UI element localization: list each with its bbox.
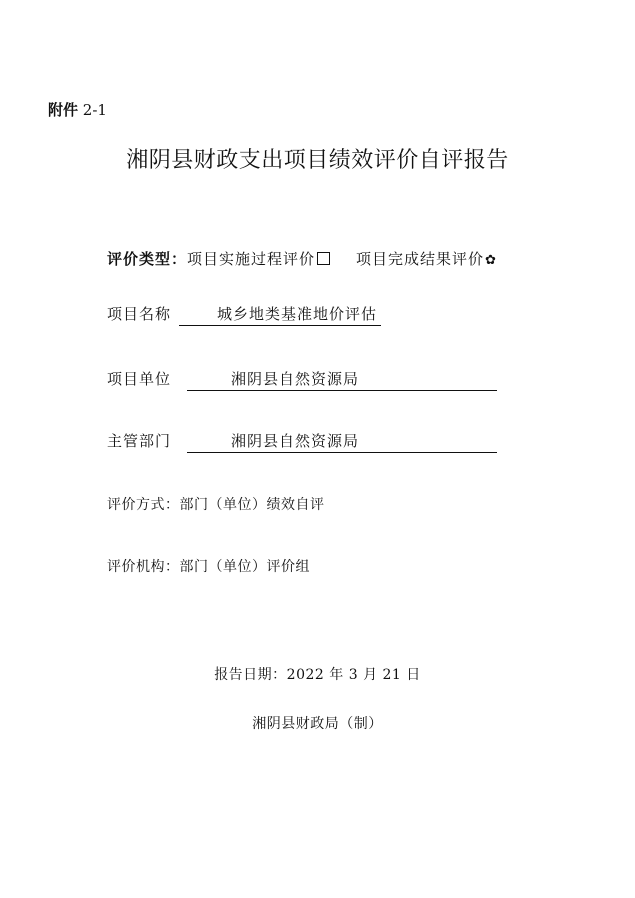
project-unit-value: 湘阴县自然资源局 — [187, 368, 497, 391]
eval-org-label: 评价机构： — [107, 559, 180, 575]
eval-type-row — [107, 248, 497, 269]
eval-method-label: 评价方式： — [107, 497, 180, 513]
supervising-dept-row — [107, 430, 497, 453]
project-name-label: 项目名称 — [107, 305, 172, 323]
eval-method-row — [107, 494, 325, 514]
project-name-value: 城乡地类基准地价评估 — [179, 303, 381, 326]
project-name-row — [107, 303, 381, 326]
issuer: 湘阴县财政局（制） — [252, 716, 383, 732]
eval-method-value: 部门（单位）绩效自评 — [179, 497, 325, 513]
eval-type-option-process: 项目实施过程评价 — [187, 250, 316, 268]
attachment-number — [48, 99, 107, 120]
attachment-label: 附件 — [48, 101, 79, 119]
eval-type-option-result: 项目完成结果评价 — [356, 250, 485, 268]
document-title: 湘阴县财政支出项目绩效评价自评报告 — [126, 148, 509, 173]
project-unit-label: 项目单位 — [107, 370, 172, 388]
supervising-dept-value: 湘阴县自然资源局 — [187, 430, 497, 453]
gear-icon: ✿ — [485, 253, 497, 268]
supervising-dept-label: 主管部门 — [107, 432, 172, 450]
eval-org-row — [107, 556, 310, 576]
eval-type-label: 评价类型： — [107, 250, 188, 268]
project-unit-row — [107, 368, 497, 391]
report-date: 报告日期：2022 年 3 月 21 日 — [214, 667, 421, 683]
checkbox-empty-icon — [317, 252, 330, 265]
attachment-index: 2-1 — [78, 101, 107, 119]
eval-org-value: 部门（单位）评价组 — [179, 559, 310, 575]
